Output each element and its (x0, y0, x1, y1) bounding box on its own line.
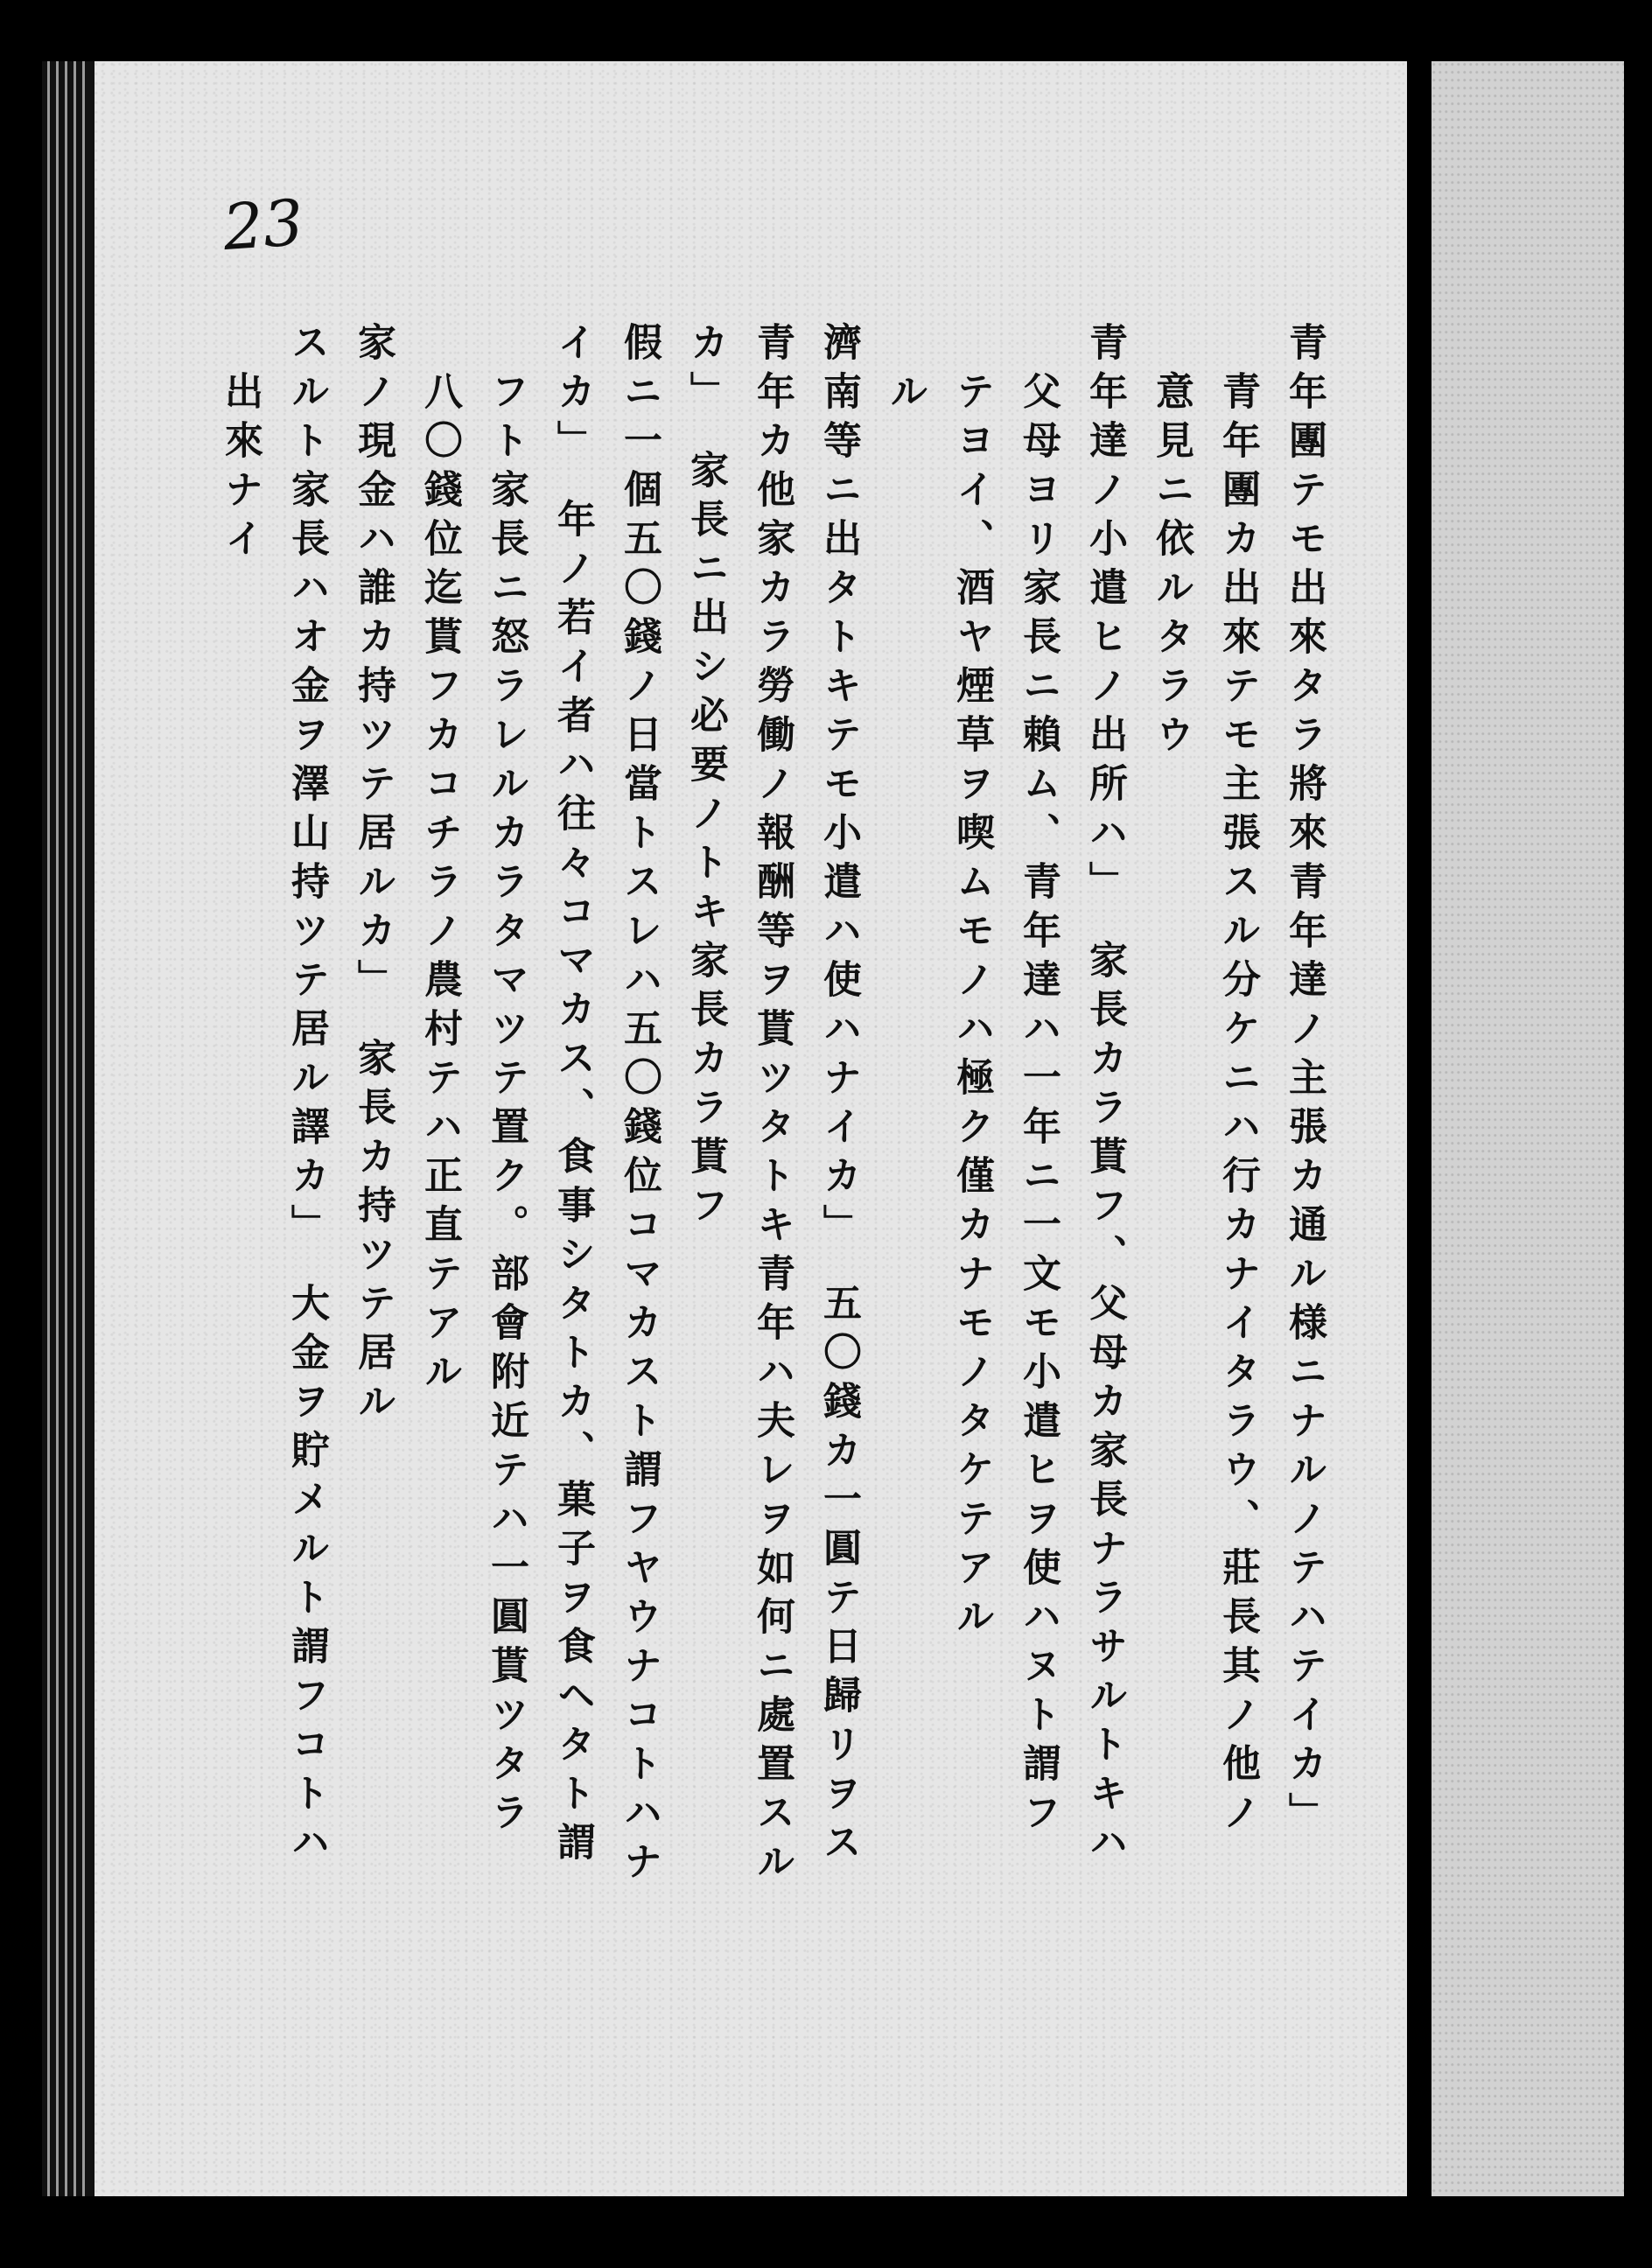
page-edge-line (47, 61, 50, 2196)
text-column: 青年カ他家カラ勞働ノ報酬等ヲ貰ツタトキ青年ハ夫レヲ如何ニ處置スル (750, 322, 794, 1890)
text-column: フト家長ニ怒ラレルカラタマツテ置ク。部會附近テハ一圓貰ツタラ (484, 371, 528, 1841)
page-number: 23 (220, 185, 306, 265)
text-column: 家ノ現金ハ誰カ持ツテ居ルカ」 家長カ持ツテ居ル (351, 322, 396, 1430)
vertical-text-block (206, 322, 1337, 2160)
page-edge-line (74, 61, 76, 2196)
page-edge-line (56, 61, 59, 2196)
text-column: 假ニ一個五〇錢ノ日當トスレハ五〇錢位コマカスト謂フヤウナコトハナ (617, 322, 662, 1890)
text-column: 八〇錢位迄貰フカコチラノ農村テハ正直テアル (417, 371, 462, 1400)
text-column: 青年達ノ小遣ヒノ出所ハ」 家長カラ貰フ、父母カ家長ナラサルトキハ (1082, 322, 1127, 1871)
page-edge-line (82, 61, 85, 2196)
text-column: ル (883, 371, 928, 420)
text-column: 出來ナイ (218, 371, 262, 567)
text-column: 父母ヨリ家長ニ賴ム、青年達ハ一年ニ一文モ小遣ヒヲ使ハヌト謂フ (1016, 371, 1060, 1841)
text-column: テヨイ、酒ヤ煙草ヲ喫ムモノハ極ク僅カナモノタケテアル (949, 371, 994, 1645)
text-column: スルト家長ハオ金ヲ澤山持ツテ居ル譯カ」 大金ヲ貯メルト謂フコトハ (284, 322, 329, 1871)
page-edge-line (65, 61, 67, 2196)
text-column: 濟南等ニ出タトキテモ小遣ハ使ハナイカ」 五〇錢カ一圓テ日歸リヲス (816, 322, 861, 1871)
facing-page-strip (1432, 61, 1624, 2196)
text-column: カ」 家長ニ出シ必要ノトキ家長カラ貰フ (683, 322, 728, 1234)
text-column: 意見ニ依ルタラウ (1149, 371, 1194, 763)
text-column: 青年團テモ出來タラ將來青年達ノ主張カ通ル様ニナルノテハテイカ」 (1282, 322, 1326, 1841)
text-column: 青年團カ出來テモ主張スル分ケニハ行カナイタラウ、莊長其ノ他ノ (1215, 371, 1260, 1841)
text-column: イカ」 年ノ若イ者ハ往々コマカス、食事シタトカ、菓子ヲ食ヘタト謂 (550, 322, 595, 1871)
